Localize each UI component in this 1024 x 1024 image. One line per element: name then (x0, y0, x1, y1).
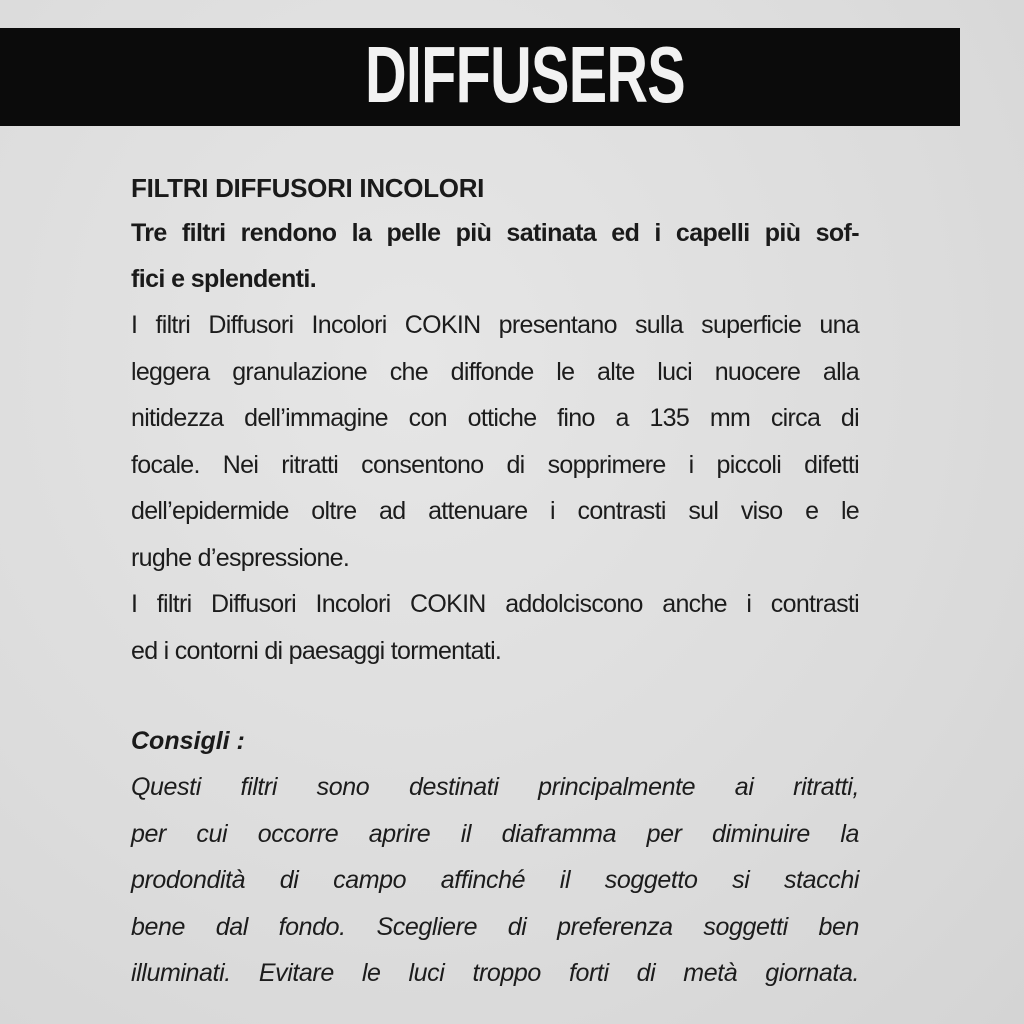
body-line: rughe d’espressione. (131, 543, 350, 572)
tips-line: prodondità di campo affinché il soggetto si stacchi (131, 866, 859, 894)
body-line: leggera granulazione che diffonde le alte luci nuocere alla (131, 357, 859, 386)
body-line: I filtri Diffusori Incolori COKIN addolciscono anche i contrasti (131, 590, 859, 618)
body-paragraph-1 (131, 302, 859, 581)
body-line: nitidezza dell’immagine con ottiche fino a 135 mm circa di (131, 404, 859, 432)
tips-line: per cui occorre aprire il diaframma per diminuire la (131, 819, 859, 848)
body-line: dell’epidermide oltre ad attenuare i contrasti sul viso e le (131, 497, 859, 525)
body-paragraph-2 (131, 581, 859, 674)
lead-text (131, 210, 859, 302)
page-title: DIFFUSERS (365, 30, 685, 119)
body-line: ed i contorni di paesaggi tormentati. (131, 636, 502, 665)
body-line: focale. Nei ritratti consentono di sopprimere i piccoli difetti (131, 450, 859, 479)
lead-line: fici e splendenti. (131, 265, 317, 293)
body-line: I filtri Diffusori Incolori COKIN presentano sulla superficie una (131, 311, 859, 339)
tips-heading: Consigli : (131, 727, 245, 755)
tips-line: illuminati. Evitare le luci troppo forti di metà giornata. (131, 959, 859, 987)
tips-line: bene dal fondo. Scegliere di preferenza soggetti ben (131, 912, 859, 941)
content-block (131, 166, 859, 997)
lead-line: Tre filtri rendono la pelle più satinata ed i capelli più sof- (131, 219, 859, 247)
tips-line: Questi filtri sono destinati principalmente ai ritratti, (131, 773, 859, 801)
section-heading: FILTRI DIFFUSORI INCOLORI (131, 173, 485, 203)
tips-paragraph (131, 764, 859, 997)
